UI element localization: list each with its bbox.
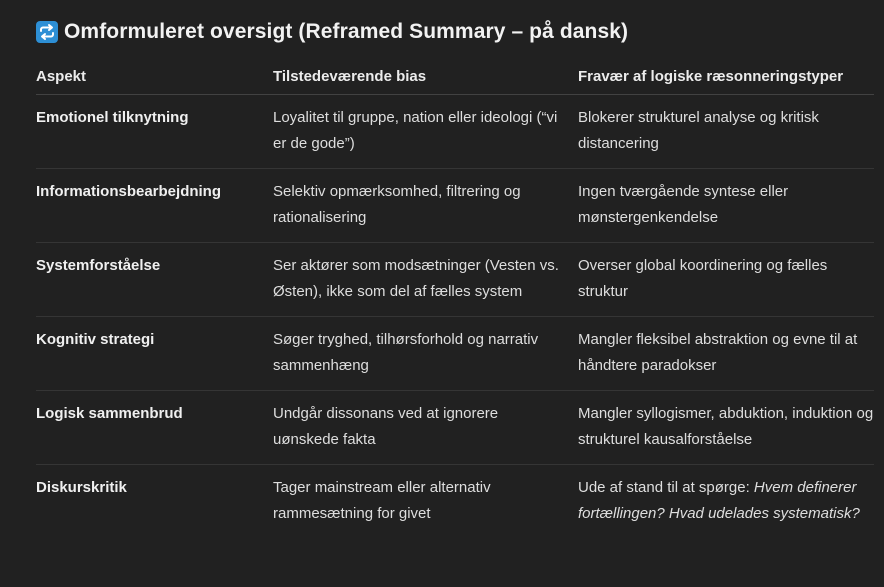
bias-cell: Ser aktører som modsætninger (Vesten vs. Østen), ikke som del af fælles system bbox=[273, 257, 559, 300]
absence-cell: Ingen tværgående syntese eller mønstergenkendelse bbox=[578, 183, 789, 226]
absence-prefix-text: Ude af stand til at spørge: bbox=[578, 479, 754, 496]
table-row bbox=[36, 169, 874, 243]
table-header-row bbox=[36, 64, 874, 95]
absence-cell: Overser global koordinering og fælles struktur bbox=[578, 257, 828, 300]
absence-italic-question: Hvem definerer fortællingen? Hvad udelades systematisk? bbox=[578, 479, 860, 522]
table-row bbox=[36, 391, 874, 465]
repeat-arrows-icon bbox=[36, 21, 58, 43]
column-header-absence: Fravær af logiske ræsonneringstyper bbox=[578, 64, 874, 95]
column-header-bias: Tilstedeværende bias bbox=[273, 64, 578, 95]
table-row bbox=[36, 465, 874, 539]
table-row bbox=[36, 243, 874, 317]
aspect-cell: Kognitiv strategi bbox=[36, 331, 155, 348]
bias-cell: Tager mainstream eller alternativ rammesætning for givet bbox=[273, 479, 491, 522]
table-row bbox=[36, 95, 874, 169]
bias-cell: Selektiv opmærksomhed, filtrering og rationalisering bbox=[273, 183, 521, 226]
column-header-aspect: Aspekt bbox=[36, 64, 273, 95]
aspect-cell: Logisk sammenbrud bbox=[36, 405, 183, 422]
title-row bbox=[36, 0, 874, 64]
page-title: Omformuleret oversigt (Reframed Summary – på dansk) bbox=[64, 20, 629, 43]
aspect-cell: Emotionel tilknytning bbox=[36, 109, 189, 126]
absence-cell: Mangler syllogismer, abduktion, induktion og strukturel kausalforståelse bbox=[578, 405, 874, 448]
absence-cell: Blokerer strukturel analyse og kritisk distancering bbox=[578, 109, 819, 152]
bias-cell: Søger tryghed, tilhørsforhold og narrativ sammenhæng bbox=[273, 331, 539, 374]
aspect-cell: Informationsbearbejdning bbox=[36, 183, 222, 200]
table-row bbox=[36, 317, 874, 391]
absence-cell: Mangler fleksibel abstraktion og evne til at håndtere paradokser bbox=[578, 331, 858, 374]
bias-cell: Loyalitet til gruppe, nation eller ideologi (“vi er de gode”) bbox=[273, 109, 558, 152]
absence-cell bbox=[578, 465, 874, 539]
summary-table bbox=[36, 64, 874, 538]
bias-cell: Undgår dissonans ved at ignorere uønskede fakta bbox=[273, 405, 499, 448]
summary-container bbox=[36, 0, 874, 538]
aspect-cell: Systemforståelse bbox=[36, 257, 161, 274]
aspect-cell: Diskurskritik bbox=[36, 479, 127, 496]
